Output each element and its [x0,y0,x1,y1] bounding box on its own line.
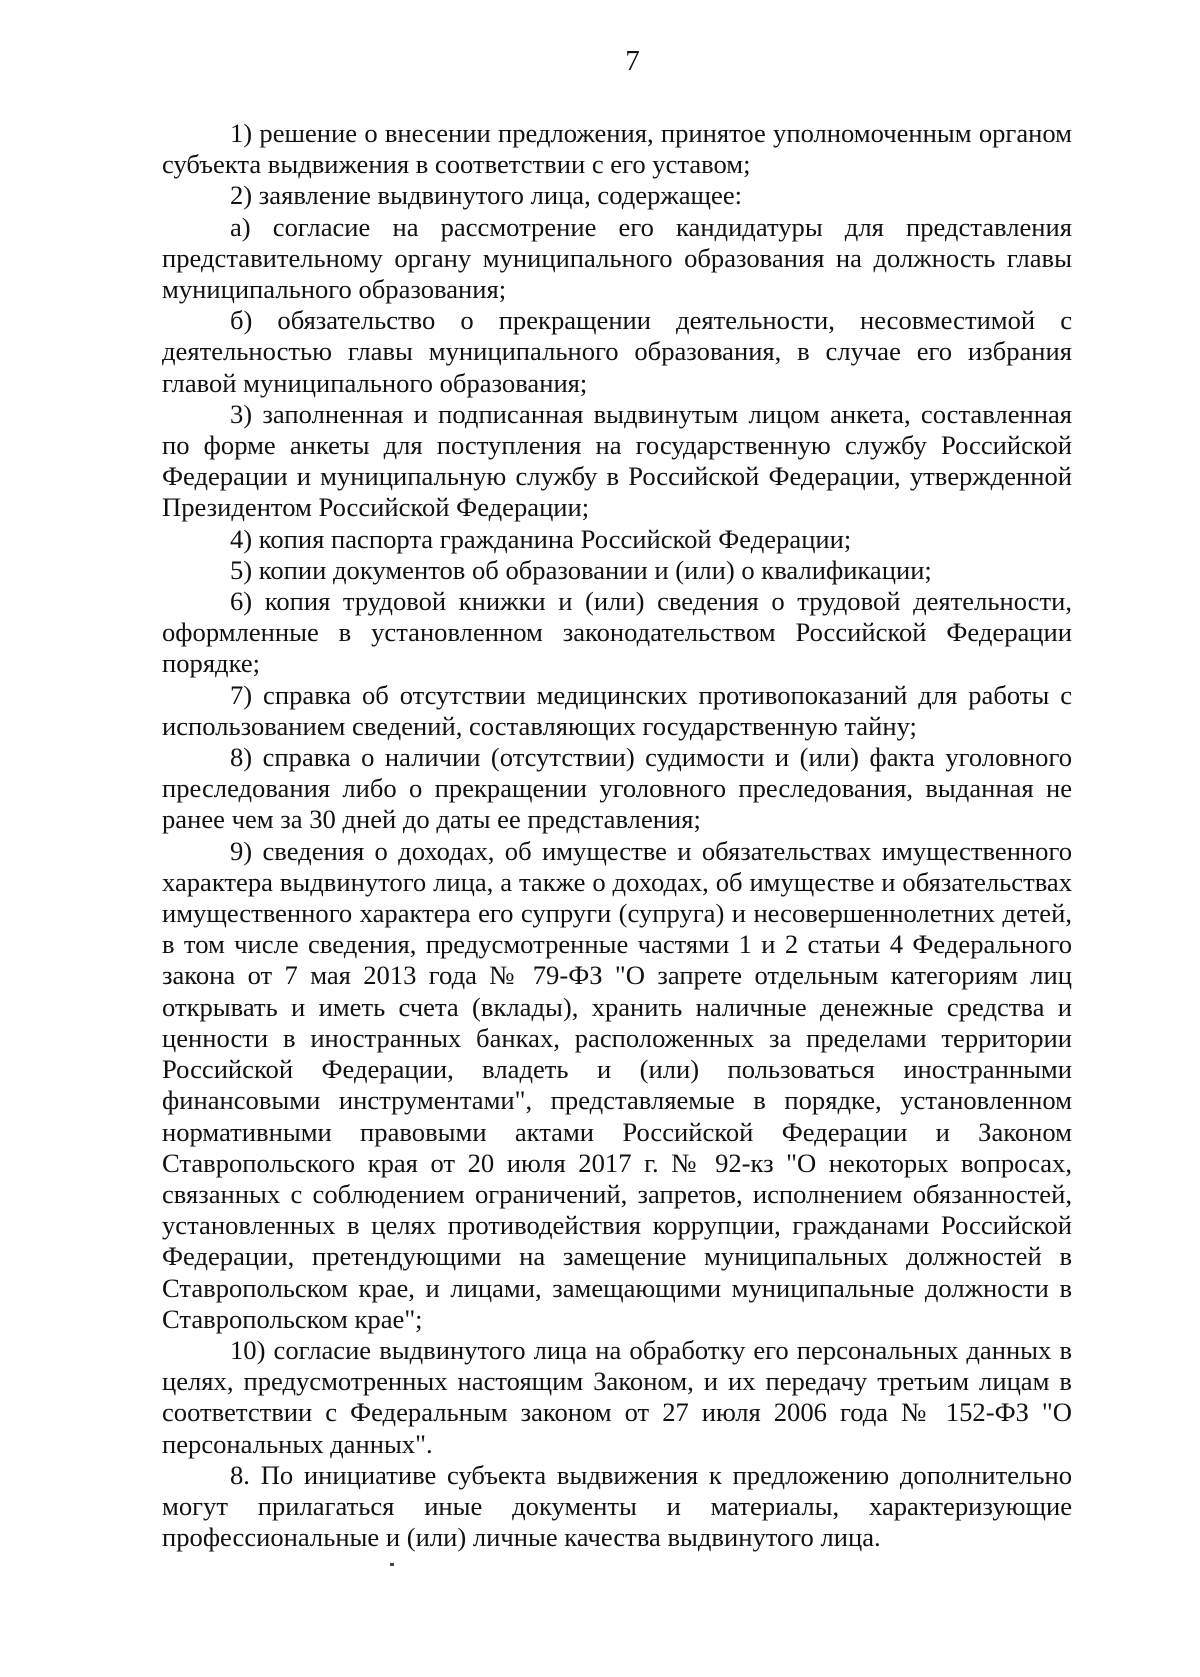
paragraph-item-6-employment: 6) копия трудовой книжки и (или) сведения о трудовой деятельности, оформленные в установленном законодательством Российской Федерации порядке; [162,586,1072,679]
paragraph-item-1-decision: 1) решение о внесении предложения, принятое уполномоченным органом субъекта выдвижения в соответствии с его уставом; [162,118,1072,180]
scan-mark [390,1563,394,1566]
paragraph-item-2-statement: 2) заявление выдвинутого лица, содержащее: [230,180,743,211]
paragraph-section-8: 8. По инициативе субъекта выдвижения к предложению дополнительно могут прилагаться иные документы и материалы, характеризующие профессиональные и (или) личные качества выдвинутого лица. [162,1459,1072,1553]
paragraph-item-8-criminal-record: 8) справка о наличии (отсутствии) судимости и (или) факта уголовного преследования либо о прекращении уголовного преследования, выданная не ранее чем за 30 дней до даты ее представления; [162,742,1072,835]
page-number: 7 [625,45,640,77]
paragraph-item-3-questionnaire: 3) заполненная и подписанная выдвинутым лицом анкета, составленная по форме анкеты для поступления на государственную службу Российской Федерации и муниципальную службу в Российской Федерации, утвержденной Президентом Российской Федерации; [162,398,1072,523]
paragraph-item-2b-obligation: б) обязательство о прекращении деятельности, несовместимой с деятельностью главы муниципального образования, в случае его избрания главой муниципального образования; [162,305,1072,398]
paragraph-item-9-income: 9) сведения о доходах, об имуществе и обязательствах имущественного характера выдвинутого лица, а также о доходах, об имуществе и обязательствах имущественного характера его супруги (супруга) и несовершеннолетних детей, в том числе сведения, предусмотренные частями 1 и 2 статьи 4 Федерального закона от 7 мая 2013 года № 79-ФЗ "О запрете отдельным категориям лиц открывать и иметь счета (вклады), хранить наличные денежные средства и ценности в иностранных банках, расположенных за пределами территории Российской Федерации, владеть и (или) пользоваться иностранными финансовыми инструментами", представляемые в порядке, установленном нормативными правовыми актами Российской Федерации и Законом Ставропольского края от 20 июля 2017 г. № 92-кз "О некоторых вопросах, связанных с соблюдением ограничений, запретов, исполнением обязанностей, установленных в целях противодействия коррупции, гражданами Российской Федерации, претендующими на замещение муниципальных должностей в Ставропольском крае, и лицами, замещающими муниципальные должности в Ставропольском крае"; [162,835,1072,1334]
paragraph-item-2a-consent: а) согласие на рассмотрение его кандидатуры для представления представительному органу муниципального образования на должность главы муниципального образования; [162,211,1072,305]
paragraph-item-7-medical: 7) справка об отсутствии медицинских противопоказаний для работы с использованием сведений, составляющих государственную тайну; [162,679,1072,741]
document-body [162,118,1072,1553]
paragraph-item-5-education: 5) копии документов об образовании и (или) о квалификации; [230,554,932,585]
paragraph-item-4-passport: 4) копия паспорта гражданина Российской Федерации; [230,523,852,554]
paragraph-item-10-personal-data: 10) согласие выдвинутого лица на обработку его персональных данных в целях, предусмотренных настоящим Законом, и их передачу третьим лицам в соответствии с Федеральным законом от 27 июля 2006 года № 152-ФЗ "О персональных данных". [162,1334,1072,1459]
